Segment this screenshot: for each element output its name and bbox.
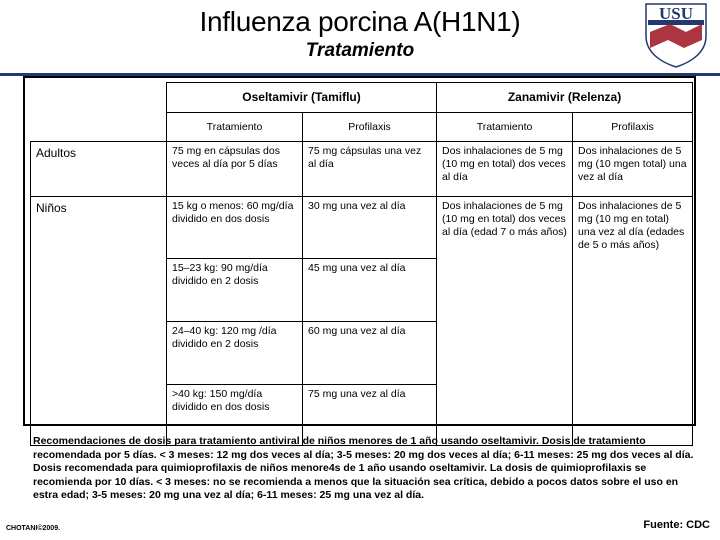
- drug-header-oseltamivir: Oseltamivir (Tamiflu): [167, 83, 437, 113]
- col-zanamivir-treatment: Tratamiento: [437, 113, 573, 142]
- cell-children-weight-1-prophylaxis: 30 mg una vez al día: [303, 197, 437, 259]
- col-oseltamivir-prophylaxis: Profilaxis: [303, 113, 437, 142]
- table-row-children-1: [31, 197, 693, 259]
- cell-adults-zanamivir-treatment: Dos inhalaciones de 5 mg (10 mg en total) dos veces al día: [437, 142, 573, 197]
- row-label-children: Niños: [31, 197, 167, 446]
- cell-children-weight-2-prophylaxis: 45 mg una vez al día: [303, 259, 437, 322]
- col-oseltamivir-treatment: Tratamiento: [167, 113, 303, 142]
- treatment-table: [30, 82, 693, 446]
- slide-title: Influenza porcina A(H1N1): [199, 6, 521, 37]
- slide-subtitle: Tratamiento: [305, 40, 415, 61]
- footnote-prophylaxis: Dosis recomendada para quimioprofilaxis de niños menore4s de 1 año usando oseltamivir. La dosis de quimioprofilaxis se recomienda por 10 días. < 3 meses: no se recomienda a menos que la situación sea crítica, debido a pocos datos sobre el uso en estra edad; 3-5 meses: 20 mg una vez al día; 6-11 meses: 25 mg una vez al día.: [33, 462, 679, 501]
- row-label-adults: Adultos: [31, 142, 167, 197]
- table-row-adults: [31, 142, 693, 197]
- copyright-credit: CHOTANI©2009.: [6, 525, 61, 532]
- cell-children-zanamivir-treatment: Dos inhalaciones de 5 mg (10 mg en total) dos veces al día (edad 7 o más años): [437, 197, 573, 446]
- cell-adults-oseltamivir-prophylaxis: 75 mg cápsulas una vez al día: [303, 142, 437, 197]
- cell-children-zanamivir-prophylaxis: Dos inhalaciones de 5 mg (10 mg en total) una vez al día (edades de 5 o más años): [573, 197, 693, 446]
- logo-text: USU: [658, 4, 694, 23]
- footnotes: [33, 435, 698, 503]
- source-label: Fuente: CDC: [643, 519, 710, 531]
- footnote-treatment: Recomendaciones de dosis para tratamiento antiviral de niños menores de 1 año usando oseltamivir. Dosis de tratamiento recomendada por 5 días. < 3 meses: 12 mg dos veces al día; 3-5 meses: 20 mg dos veces al día; 6-11 meses: 25 mg dos veces al día.: [33, 435, 694, 461]
- cell-children-weight-4-prophylaxis: 75 mg una vez al día: [303, 385, 437, 446]
- cell-adults-zanamivir-prophylaxis: Dos inhalaciones de 5 mg (10 mgen total) una vez al día: [573, 142, 693, 197]
- cell-children-weight-3-treatment: 24–40 kg: 120 mg /día dividido en 2 dosis: [167, 322, 303, 385]
- cell-children-weight-2-treatment: 15–23 kg: 90 mg/día dividido en 2 dosis: [167, 259, 303, 322]
- cell-children-weight-1-treatment: 15 kg o menos: 60 mg/día dividido en dos dosis: [167, 197, 303, 259]
- usu-logo: [640, 2, 712, 68]
- corner-cell: [31, 83, 167, 113]
- drug-header-zanamivir: Zanamivir (Relenza): [437, 83, 693, 113]
- cell-children-weight-3-prophylaxis: 60 mg una vez al día: [303, 322, 437, 385]
- cell-adults-oseltamivir-treatment: 75 mg en cápsulas dos veces al día por 5 días: [167, 142, 303, 197]
- col-zanamivir-prophylaxis: Profilaxis: [573, 113, 693, 142]
- cell-children-weight-4-treatment: >40 kg: 150 mg/día dividido en dos dosis: [167, 385, 303, 446]
- corner-cell: [31, 113, 167, 142]
